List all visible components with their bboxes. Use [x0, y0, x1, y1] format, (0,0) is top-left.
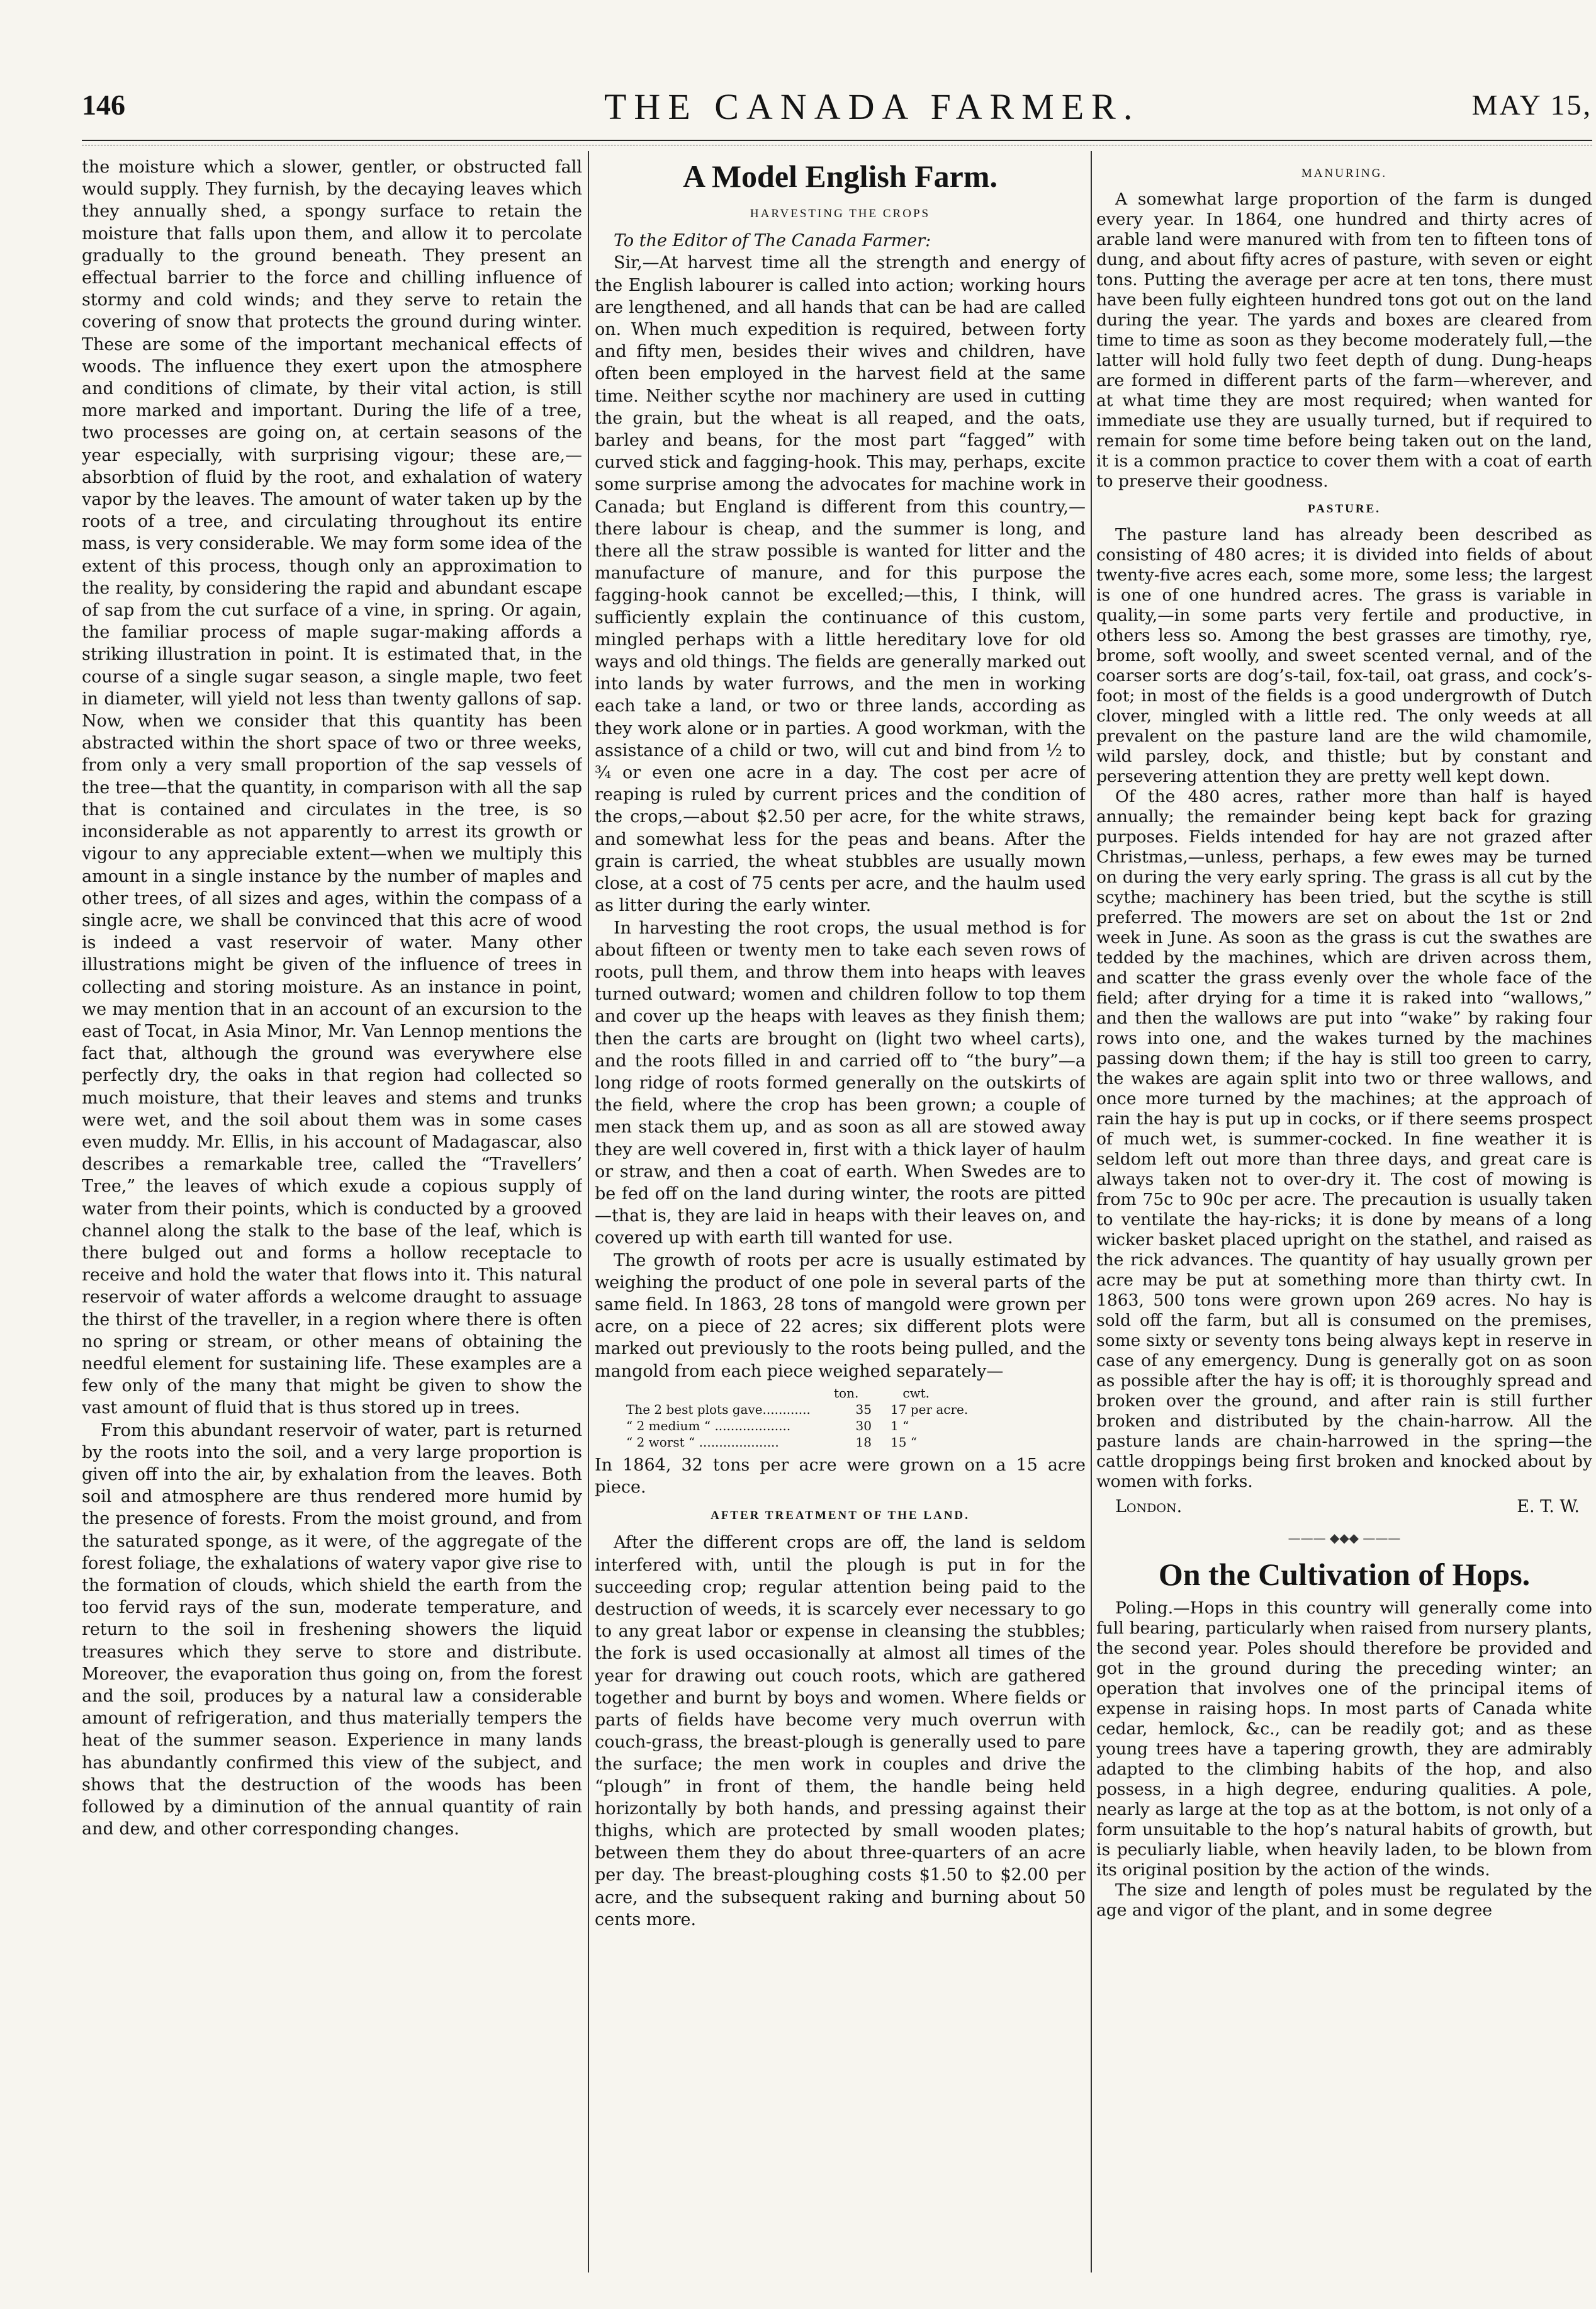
paper-title: THE CANADA FARMER. — [604, 86, 1140, 127]
table-cell: 17 per acre. — [891, 1401, 969, 1417]
paragraph: In harvesting the root crops, the usual method is for about fifteen or twenty men to take each seven rows of roots, pull them, and throw them into heaps with leaves turned outward; women and children follow to top them and cover up the heaps with leaves as they finish them; then the carts are brought on (light two wheel carts), and the roots filled in and carried off to “the bury”—a long ridge of roots formed generally on the outskirts of the field, where the crop has been grown; a couple of men stack them up, and as soon as all are stowed away they are well covered in, first with a thick layer of haulm or straw, and then a coat of earth. When Swedes are to be fed off on the land during winter, the roots are pitted—that is, they are laid in heaps with their leaves on, and covered up with earth till wanted for use. — [595, 918, 1086, 1248]
signature-place: London. — [1115, 1497, 1183, 1517]
issue-date: MAY 15, — [1471, 89, 1592, 121]
paragraph: A somewhat large proportion of the farm is dunged every year. In 1864, one hundred and thirty acres of arable land were manured with from ten to fifteen tons of dung, and about fifty acres of pasture, with seven or eight tons. Putting the average per acre at ten tons, there must have been fully eighteen hundred tons got out on the land during the year. The yards and boxes are cleared from time to time as soon as they become moderately full,—the latter will hold fully two feet depth of dung. Dung-heaps are formed in different parts of the farm—wherever, and at what time they are most required; when wanted for immediate use they are usually turned, but if required to remain for some time before being taken out on the land, it is a common practice to cover them with a coat of earth to preserve their goodness. — [1096, 189, 1592, 492]
paragraph: The growth of roots per acre is usually estimated by weighing the product of one pole in several parts of the same field. In 1863, 28 tons of mangold were grown per acre, on a piece of 22 acres; six different plots were marked out previously to the roots being pulled, and the mangold from each piece weighed separately— — [595, 1250, 1086, 1381]
paragraph: From this abundant reservoir of water, part is returned by the roots into the soil, and a very large proportion is given off into the air, by exhalation from the leaves. Both soil and atmosphere are thus rendered more humid by the presence of forests. From the moist ground, and from the saturated sponge, as it were, of the aggregate of the forest foliage, the exhalations of watery vapor give rise to the formation of clouds, which shield the earth from the too fervid rays of the sun, moderate temperature, and return to the soil in freshening showers the liquid treasures which they serve to store and distribute. Moreover, the evaporation thus going on, from the forest and the soil, produces by a natural law a considerable amount of refrigeration, and thus materially tempers the heat of the summer season. Experience in many lands has abundantly confirmed this view of the subject, and shows that the destruction of the woods has been followed by a diminution of the annual quantity of rain and dew, and other corresponding changes. — [82, 1420, 582, 1839]
table-header — [626, 1385, 1086, 1401]
column-1 — [82, 156, 582, 2265]
table-header-cwt: cwt. — [902, 1385, 930, 1401]
salutation: To the Editor of The Canada Farmer: — [614, 231, 931, 251]
signature-name: E. T. W. — [1517, 1497, 1580, 1517]
table-row — [626, 1434, 1086, 1450]
column-3 — [1096, 156, 1592, 2265]
paragraph: Poling.—Hops in this country will generally come into full bearing, particularly when raised from nursery plants, the second year. Poles should therefore be provided and got in the ground during the preceding winter; an operation that involves one of the principal items of expense in raising hops. In most parts of Canada white cedar, hemlock, &c., can be readily got; and as these young trees have a tapering growth, they are admirably adapted to the climbing habits of the hop, and also possess, in a high degree, enduring qualities. A pole, nearly as large at the top as at the bottom, is not only of a form unsuitable to the hop’s natural habits of growth, but is peculiarly liable, when heavily laden, to be blown from its original position by the action of the winds. — [1096, 1598, 1592, 1880]
table-row — [626, 1418, 1086, 1434]
table-cell: 18 — [855, 1434, 872, 1450]
column-divider — [1091, 151, 1092, 2272]
paragraph: the moisture which a slower, gentler, or obstructed fall would supply. They furnish, by the decaying leaves which they annually shed, a spongy surface to retain the moisture that falls upon them, and allow it to percolate gradually to the ground beneath. They present an effectual barrier to the force and chilling influence of stormy and cold winds; and they serve to retain the covering of snow that protects the ground during winter. These are some of the important mechanical effects of woods. The influence they exert upon the atmosphere and conditions of climate, by their vital action, is still more marked and important. During the life of a tree, two processes are going on, at certain seasons of the year especially, with surprising vigour; these are,—absorbtion of fluid by the root, and exhalation of watery vapor by the leaves. The amount of water taken up by the roots of a tree, and circulating throughout its entire mass, is very considerable. We may form some idea of the extent of this process, though only an approximation to the reality, by considering the rapid and abundant escape of sap from the cut surface of a vine, in spring. Or again, the familiar process of maple sugar-making affords a striking illustration in point. It is estimated that, in the course of a single sugar season, a single maple, two feet in diameter, will yield not less than twenty gallons of sap. Now, when we consider that this quantity has been abstracted within the short space of two or three weeks, from only a very small proportion of the sap vessels of the tree—that the quantity, in comparison with all the sap that is contained and circulates in the tree, is so inconsiderable as not apparently to arrest its growth or vigour to any appreciable extent—when we multiply this amount in a single instance by the number of maples and other trees, of all sizes and ages, within the compass of a single acre, we shall be convinced that this acre of wood is indeed a vast reservoir of water. Many other illustrations might be given of the influence of trees in collecting and storing moisture. As an instance in point, we may mention that in an account of an excursion to the east of Tocat, in Asia Minor, Mr. Van Lennop mentions the fact that, although the ground was everywhere else perfectly dry, the oaks in that region had collected so much moisture, that their leaves and stems and trunks were wet, and the soil about them was in some cases even muddy. Mr. Ellis, in his account of Madagascar, also describes a remarkable tree, called the “Travellers’ Tree,” the leaves of which exude a copious supply of water from their points, which is conducted by a grooved channel along the stalk to the base of the leaf, which is there bulged out and forms a hollow receptacle to receive and hold the water that flows into it. This natural reservoir of water affords a welcome draught to assuage the thirst of the traveller, in a region where there is often no spring or stream, or other means of obtaining the needful element for sustaining life. These examples are a few only of the many that might be given to show the vast amount of fluid that is thus stored up in trees. — [82, 157, 582, 1418]
paragraph: The size and length of poles must be regulated by the age and vigor of the plant, and in some degree — [1096, 1880, 1592, 1920]
article-title: On the Cultivation of Hops. — [1158, 1556, 1531, 1592]
paragraph: After the different crops are off, the land is seldom interfered with, until the plough is put in for the succeeding crop; regular attention being paid to the destruction of weeds, it is scarcely ever necessary to go to any great labor or expense in cleansing the stubbles; the fork is used occasionally at almost all times of the year for drawing out couch roots, which are gathered together and burnt by boys and women. Where fields or parts of fields have become very much overrun with couch-grass, the breast-plough is generally used to pare the surface; the men work in couples and drive the “plough” in front of them, the handle being held horizontally by both hands, and pressing against their thighs, which are protected by small wooden plates; between them they do about three-quarters of an acre per day. The breast-ploughing costs $1.50 to $2.00 per acre, and the subsequent raking and burning about 50 cents more. — [595, 1533, 1086, 1929]
table-cell: 1 “ — [891, 1418, 909, 1433]
signature — [1096, 1496, 1592, 1518]
article-title: A Model English Farm. — [682, 159, 998, 194]
table-cell: 30 — [855, 1418, 872, 1433]
table-cell: 15 “ — [891, 1434, 918, 1450]
header-rule — [82, 140, 1592, 141]
table-cell: “ 2 worst “ .................... — [626, 1434, 779, 1450]
section-subhead: MANURING. — [1301, 167, 1388, 180]
masthead — [82, 88, 1592, 138]
ornament-divider: ——— ◆◆◆ ——— — [1288, 1530, 1401, 1545]
section-subhead: PASTURE. — [1307, 502, 1381, 516]
table-cell: 35 — [855, 1401, 872, 1417]
paragraph: The pasture land has already been described as consisting of 480 acres; it is divided into fields of about twenty-five acres each, some more, some less; the largest is one of one hundred acres. The grass is variable in quality,—in some parts very fertile and productive, in others less so. Among the best grasses are timothy, rye, brome, soft woolly, and sweet scented vernal, and of the coarser sorts are dog’s-tail, fox-tail, oat grass, and cock’s-foot; in most of the fields is a good undergrowth of Dutch clover, mingled with a little red. The only weeds at all prevalent on the pasture land are the wild chamomile, wild parsley, dock, and thistle; but by constant and persevering attention they are pretty well kept down. — [1096, 525, 1592, 787]
column-divider — [588, 151, 589, 2272]
paragraph: Of the 480 acres, rather more than half is hayed annually; the remainder being kept back for grazing purposes. Fields intended for hay are not grazed after Christmas,—unless, perhaps, a few ewes may be turned on during the very early spring. The grass is all cut by the scythe; machinery has been tried, but the scythe is still preferred. The mowers are set on about the 1st or 2nd week in June. As soon as the grass is cut the swathes are tedded by the machines, which are driven across them, and scatter the grass evenly over the whole face of the field; after drying for a time it is raked into “wallows,” and then the wallows are put into “wake” by raking four rows into one, and the wakes turned by the machines passing down them; if the hay is still too green to carry, the wakes are again split into two or three wallows, and once more turned by the machines; at the approach of rain the hay is put up in cocks, or if there seems prospect of much wet, is summer-cocked. In fine weather it is seldom left out more than three days, and great care is always taken not to over-dry it. The cost of mowing is from 75c to 90c per acre. The precaution is usually taken to ventilate the hay-ricks; it is done by means of a long wicker basket placed upright on the stathel, and raised as the rick advances. The quantity of hay usually grown per acre may be put at something more than thirty cwt. In 1863, 500 tons were grown upon 269 acres. No hay is sold off the farm, but all is consumed on the premises, some sixty or seventy tons being always kept in reserve in case of any emergency. Dung is generally got on as soon as possible after the hay is off; it is thoroughly spread and broken over the ground, and after rain is still further broken and distributed by the chain-harrow. All the pasture lands are chain-harrowed in the spring—the cattle droppings being first broken and knocked about by women with forks. — [1096, 787, 1592, 1492]
paragraph: Sir,—At harvest time all the strength and energy of the English labourer is called into action; working hours are lengthened, and all hands that can be had are called on. When much expedition is required, between forty and fifty men, besides their wives and children, have often been employed in the harvest field at the same time. Neither scythe nor machinery are used in cutting the grain, but the wheat is all reaped, and the oats, barley and beans, for the most part “fagged” with curved stick and fagging-hook. This may, perhaps, excite some surprise among the advocates for machine work in Canada; but England is different from this country,—there labour is cheap, and the summer is long, and there all the straw possible is wanted for litter and the manufacture of manure, and for this purpose the fagging-hook cannot be excelled;—this, I think, will sufficiently explain the continuance of this custom, mingled perhaps with a little hereditary love for old ways and old things. The fields are generally marked out into lands by water furrows, and the men in working each take a land, or two or three lands, according as they work alone or in parties. A good workman, with the assistance of a child or two, will cut and bind from ½ to ¾ or even one acre in a day. The cost per acre of reaping is ruled by current prices and the condition of the crops,—about $2.50 per acre, for the white straws, and somewhat less for the peas and beans. After the grain is carried, the wheat stubbles are usually mown close, at a cost of 75 cents per acre, and the haulm used as litter during the early winter. — [595, 253, 1086, 916]
page-number: 146 — [82, 89, 125, 121]
yield-table — [626, 1385, 1086, 1450]
column-2 — [595, 156, 1086, 2265]
table-cell: The 2 best plots gave............ — [626, 1401, 811, 1417]
section-subhead: HARVESTING THE CROPS — [750, 207, 931, 220]
table-header-tons: ton. — [834, 1385, 859, 1401]
table-cell: “ 2 medium “ ................... — [626, 1418, 791, 1433]
section-subhead: AFTER TREATMENT OF THE LAND. — [711, 1509, 970, 1523]
paragraph: In 1864, 32 tons per acre were grown on a 15 acre piece. — [595, 1455, 1086, 1497]
table-row — [626, 1401, 1086, 1418]
